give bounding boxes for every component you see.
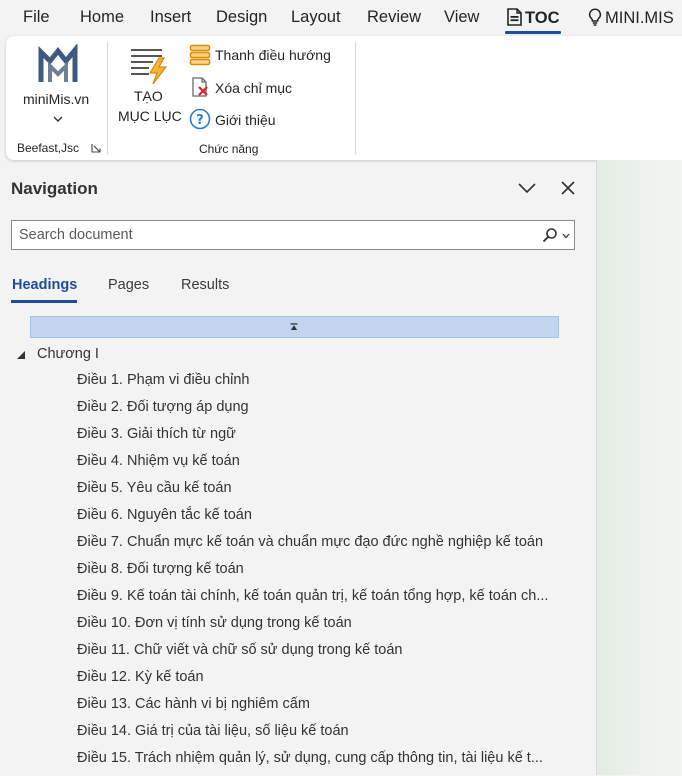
heading-item[interactable]: Điều 11. Chữ viết và chữ số sử dụng trong kế toán [77, 642, 403, 658]
group-label-functions: Chức năng [199, 142, 259, 156]
heading-item[interactable]: Điều 10. Đơn vị tính sử dụng trong kế toán [77, 615, 352, 631]
create-toc-label-line2: MỤC LỤC [118, 108, 182, 124]
heading-list [77, 371, 548, 776]
group-label-beefast: Beefast,Jsc [17, 141, 80, 155]
heading-item[interactable]: Điều 7. Chuẩn mực kế toán và chuẩn mực đạo đức nghề nghiệp kế toán [77, 534, 544, 550]
document-icon [506, 8, 523, 26]
chevron-down-icon [53, 116, 63, 122]
nav-pane-button[interactable] [189, 43, 349, 67]
tab-minimis-label: MINI.MIS [605, 9, 674, 27]
heading-item[interactable]: Điều 3. Giải thích từ ngữ [77, 426, 236, 442]
heading-item[interactable]: Điều 4. Nhiệm vụ kế toán [77, 453, 240, 469]
stack-icon [189, 44, 211, 66]
navigation-title: Navigation [11, 179, 98, 198]
tab-review[interactable]: Review [367, 8, 422, 26]
ribbon-separator [107, 42, 108, 154]
help-icon [189, 108, 211, 130]
tab-design[interactable]: Design [216, 8, 268, 26]
heading-item[interactable]: Điều 6. Nguyên tắc kế toán [77, 507, 252, 523]
heading-item[interactable]: Điều 14. Giá trị của tài liệu, số liệu kế toán [77, 723, 349, 739]
close-icon[interactable] [560, 180, 576, 196]
search-input[interactable] [12, 221, 539, 249]
chevron-down-icon[interactable] [562, 233, 570, 239]
heading-item[interactable]: Điều 12. Kỳ kế toán [77, 669, 204, 685]
tab-view[interactable]: View [444, 8, 480, 26]
tab-minimis[interactable] [588, 8, 674, 28]
lightbulb-icon [588, 8, 602, 26]
minimis-logo-icon [38, 44, 78, 84]
heading-item[interactable]: Điều 8. Đối tượng kế toán [77, 561, 244, 577]
tab-file[interactable]: File [23, 8, 50, 26]
search-box [11, 220, 575, 250]
toc-lightning-icon [129, 44, 171, 86]
delete-index-label: Xóa chỉ mục [215, 80, 293, 96]
heading-item[interactable]: Điều 15. Trách nhiệm quản lý, sử dụng, cung cấp thông tin, tài liệu kế t... [77, 750, 543, 766]
ribbon [6, 36, 682, 160]
create-toc-button[interactable] [113, 42, 187, 128]
about-label: Giới thiệu [215, 112, 276, 128]
tab-headings[interactable]: Headings [12, 277, 78, 293]
tab-insert[interactable]: Insert [150, 8, 192, 26]
heading-item[interactable]: Điều 9. Kế toán tài chính, kế toán quản trị, kế toán tổng hợp, kế toán ch... [77, 588, 549, 604]
heading-item[interactable]: Điều 1. Phạm vi điều chỉnh [77, 372, 250, 388]
nav-pane-label: Thanh điều hướng [215, 47, 331, 63]
create-toc-label-line1: TẠO [134, 88, 163, 104]
ribbon-separator [355, 42, 356, 154]
menu-bar [0, 0, 682, 36]
tab-pages[interactable]: Pages [108, 277, 150, 293]
minimis-label: miniMis.vn [23, 91, 90, 107]
search-icon[interactable] [542, 227, 558, 243]
about-button[interactable] [189, 107, 349, 131]
chevron-down-icon[interactable] [517, 182, 537, 194]
tab-layout[interactable]: Layout [291, 8, 341, 26]
tab-toc[interactable] [506, 8, 560, 28]
heading-item[interactable]: Điều 5. Yêu cầu kế toán [77, 480, 232, 496]
delete-index-button[interactable] [189, 75, 349, 99]
active-tab-indicator [505, 31, 561, 34]
tab-home[interactable]: Home [80, 8, 125, 26]
minimis-button[interactable] [18, 44, 98, 124]
svg-text:?: ? [196, 112, 204, 128]
navigation-pane [0, 163, 596, 775]
dialog-launcher-icon[interactable] [91, 143, 101, 153]
active-tab-indicator [11, 300, 77, 303]
heading-item[interactable]: Điều 2. Đối tượng áp dụng [77, 399, 249, 415]
heading-item[interactable]: Điều 13. Các hành vi bị nghiêm cấm [77, 696, 310, 712]
collapse-headings-bar[interactable] [30, 316, 559, 338]
delete-document-icon [189, 76, 211, 98]
collapse-up-icon [290, 323, 298, 331]
document-area [596, 160, 682, 775]
tab-toc-label: TOC [525, 9, 560, 27]
tree-item-label: Chương I [37, 346, 99, 362]
tab-results[interactable]: Results [181, 277, 230, 293]
expanded-triangle-icon[interactable] [16, 350, 26, 360]
